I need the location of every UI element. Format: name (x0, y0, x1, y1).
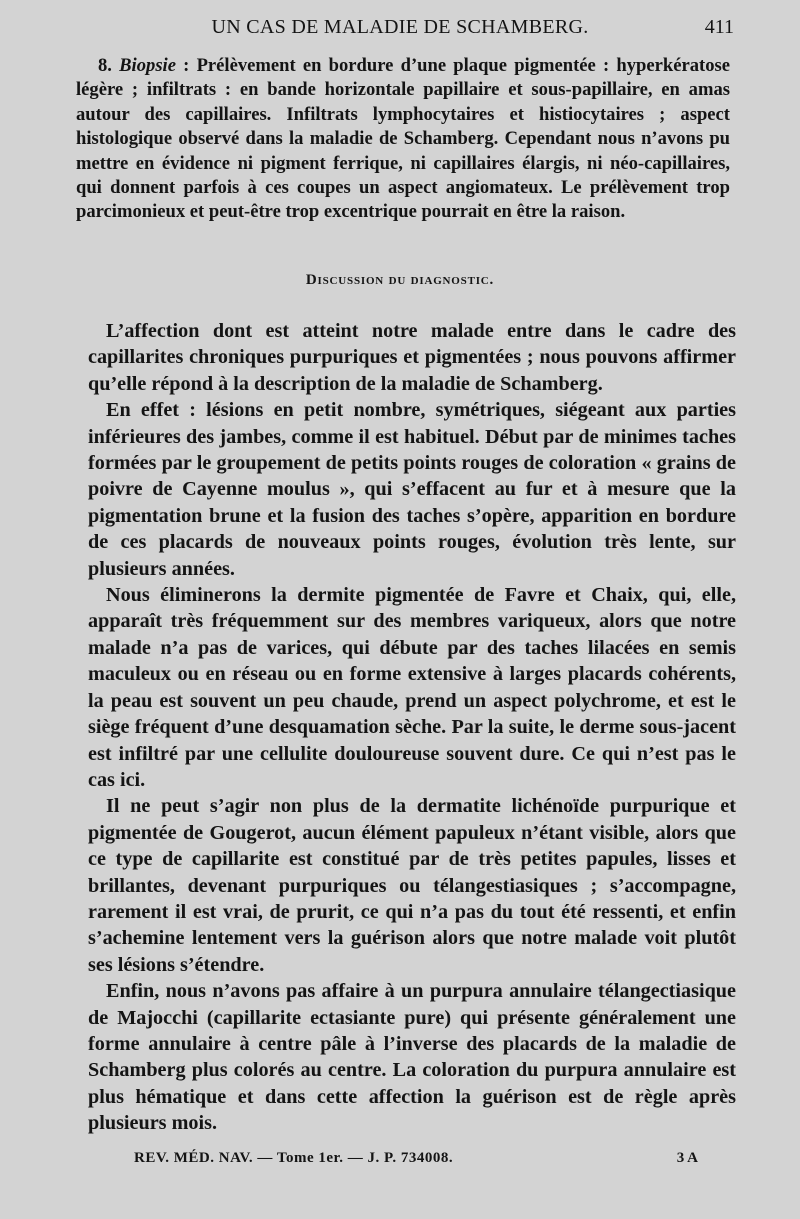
biopsy-number: 8. (98, 55, 112, 76)
page-footer (134, 1150, 734, 1174)
paragraph-favre-chaix: Nous éliminerons la dermite pigmentée de Favre et Chaix, qui, elle, apparaît très fréquemment sur des membres variqueux, alors que notre malade n’a pas de varices, qui débute par des taches lilacées en semis maculeux ou en réseau ou en forme extensive à larges placards cohérents, la peau est souvent un peu chaude, prend un aspect polychrome, et est le siège fréquent d’une desquamation sèche. Par la suite, le derme sous-jacent est infiltré par une cellulite douloureuse souvent dure. Ce qui n’est pas le cas ici. (88, 584, 736, 791)
signature-mark: 3 A (676, 1150, 698, 1166)
running-header (0, 14, 800, 44)
section-heading: Discussion du diagnostic. (305, 272, 495, 288)
page-number: 411 (704, 16, 734, 38)
footer-citation: REV. MÉD. NAV. — Tome 1er. — J. P. 734008. (134, 1150, 454, 1166)
paragraph-gougerot: Il ne peut s’agir non plus de la dermatite lichénoïde purpurique et pigmentée de Gougerot, aucun élément papuleux n’étant visible, alors que ce type de capillarite est constitué par de très petites papules, lisses et brillantes, devenant purpuriques ou télangestiasiques ; s’accompagne, rarement il est vrai, de prurit, ce qui n’a pas du tout été ressenti, et enfin s’achemine lentement vers la guérison alors que notre malade voit plutôt ses lésions s’étendre. (88, 795, 736, 976)
biopsy-lead: Biopsie (119, 55, 176, 76)
biopsy-text: : Prélèvement en bordure d’une plaque pigmentée : hyperkératose légère ; infiltrats : en bande horizontale papillaire et sous-papillaire, en amas autour des capillaires. Infiltrats lymphocytaires et histiocytaires ; aspect histologique observé dans la maladie de Schamberg. Cependant nous n’avons pu mettre en évidence ni pigment ferrique, ni capillaires élargis, ni néo-capillaires, qui donnent parfois à ces coupes un aspect angiomateux. Le prélèvement trop parcimonieux et peut-être trop excentrique pourrait en être la raison. (76, 55, 730, 223)
running-title: UN CAS DE MALADIE DE SCHAMBERG. (211, 16, 589, 38)
paragraph-intro: L’affection dont est atteint notre malade entre dans le cadre des capillarites chroniques purpuriques et pigmentées ; nous pouvons affirmer qu’elle répond à la description de la maladie de Schamberg. (88, 320, 736, 395)
biopsy-paragraph (76, 54, 730, 225)
paragraph-majocchi: Enfin, nous n’avons pas affaire à un purpura annulaire télangectiasique de Majocchi (capillarite ectasiante pure) qui présente généralement une forme annulaire à centre pâle à l’inverse des placards de la maladie de Schamberg plus colorés au centre. La coloration du purpura annulaire est plus hématique et dans cette affection la guérison est de règle après plusieurs mois. (88, 980, 736, 1135)
body-text (88, 318, 736, 1137)
paragraph-clinical: En effet : lésions en petit nombre, symétriques, siégeant aux parties inférieures des jambes, comme il est habituel. Début par de minimes taches formées par le groupement de petits points rouges de coloration « grains de poivre de Cayenne moulus », qui s’effacent au fur et à mesure que la pigmentation brune et la fusion des taches s’opère, apparition en bordure de ces placards de nouveaux points rouges, évolution très lente, sur plusieurs années. (88, 399, 736, 580)
